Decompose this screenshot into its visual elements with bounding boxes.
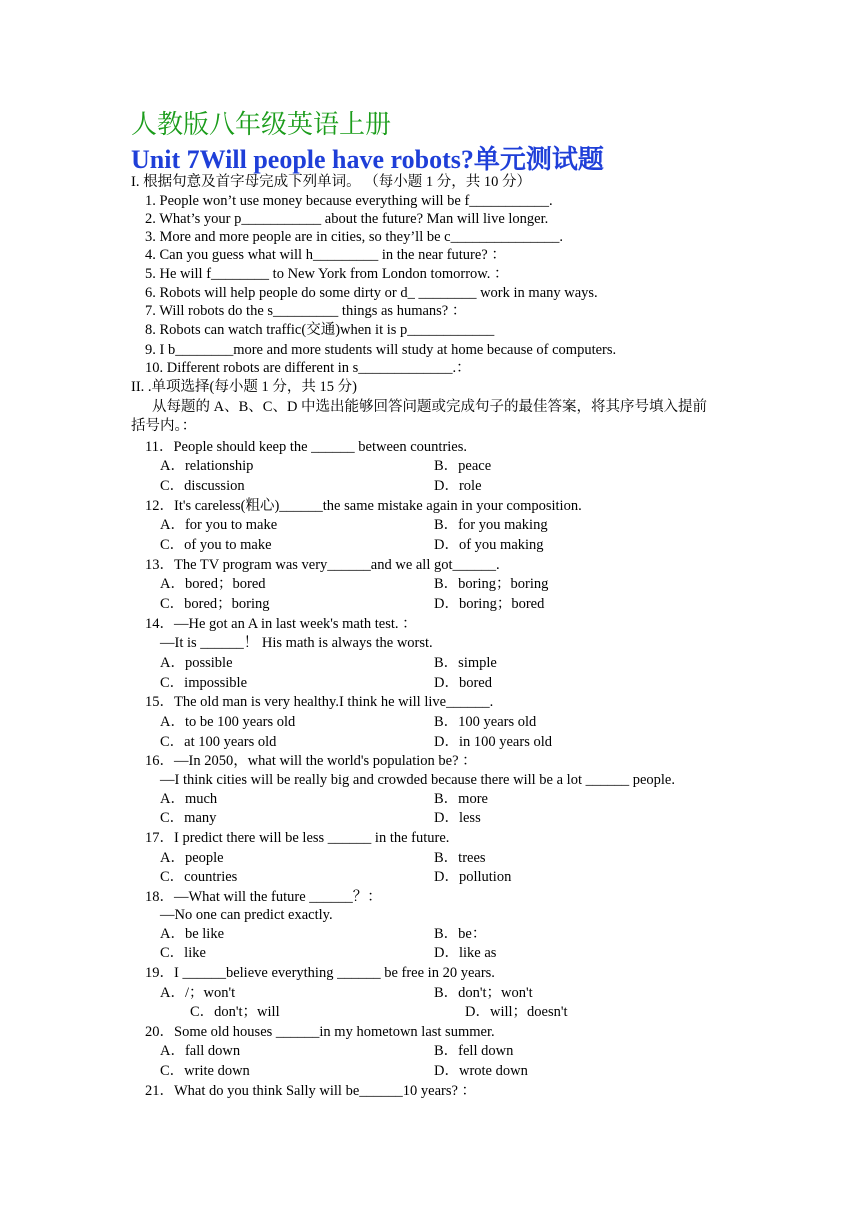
q17-option-c: C．countries — [160, 869, 238, 885]
q14-option-d: D．bored — [434, 675, 492, 691]
q14-stem-2: —It is ______！ His math is always the worst. — [160, 635, 433, 651]
s1-item-7: 7. Will robots do the s_________ things as humans? ： — [145, 303, 467, 319]
q13-option-a: A．bored；bored — [160, 576, 266, 592]
section2-instruction-1: 从每题的 A、B、C、D 中选出能够回答问题或完成句子的最佳答案，将其序号填入提前 — [152, 399, 708, 415]
q16-option-b: B．more — [434, 791, 488, 807]
q13-stem: 13．The TV program was very______and we all got______. — [145, 557, 500, 573]
q12-option-b: B．for you making — [434, 517, 548, 533]
q17-stem: 17．I predict there will be less ______ in the future. — [145, 830, 450, 846]
q15-stem: 15．The old man is very healthy.I think he will live______. — [145, 694, 494, 710]
q15-option-c: C．at 100 years old — [160, 734, 277, 750]
q20-stem: 20．Some old houses ______in my hometown last summer. — [145, 1024, 495, 1040]
s1-item-2: 2. What’s your p___________ about the future? Man will live longer. — [145, 211, 549, 227]
s1-item-8: 8. Robots can watch traffic(交通)when it is p____________ — [145, 322, 495, 338]
q13-option-d: D．boring；bored — [434, 596, 545, 612]
q19-option-d: D．will；doesn't — [465, 1004, 568, 1020]
section2-instruction-2: 括号内。： — [131, 418, 197, 434]
s1-item-4: 4. Can you guess what will h_________ in the near future? ： — [145, 247, 506, 263]
q11-option-b: B．peace — [434, 458, 492, 474]
q14-stem: 14．—He got an A in last week's math test. ： — [145, 616, 417, 632]
title-english: Unit 7Will people have robots?单元测试题 — [131, 145, 604, 174]
title-chinese: 人教版八年级英语上册 — [131, 110, 392, 140]
q16-option-d: D．less — [434, 810, 481, 826]
q17-option-d: D．pollution — [434, 869, 512, 885]
q13-option-c: C．bored；boring — [160, 596, 270, 612]
q18-option-b: B．be： — [434, 926, 487, 942]
q12-option-c: C．of you to make — [160, 537, 272, 553]
q20-option-b: B．fell down — [434, 1043, 514, 1059]
q17-option-a: A．people — [160, 850, 224, 866]
q14-option-a: A．possible — [160, 655, 233, 671]
q16-option-c: C．many — [160, 810, 217, 826]
q12-option-a: A．for you to make — [160, 517, 278, 533]
q12-stem: 12．It's careless(粗心)______the same mistake again in your composition. — [145, 498, 582, 514]
s1-item-1: 1. People won’t use money because everything will be f___________. — [145, 193, 553, 209]
s1-item-3: 3. More and more people are in cities, so they’ll be c_______________. — [145, 229, 563, 245]
q16-stem: 16．—In 2050，what will the world's population be? ： — [145, 753, 477, 769]
s1-item-10: 10. Different robots are different in s_____________.： — [145, 360, 471, 376]
q19-stem: 19．I ______believe everything ______ be free in 20 years. — [145, 965, 495, 981]
q20-option-a: A．fall down — [160, 1043, 241, 1059]
q14-option-b: B．simple — [434, 655, 497, 671]
q13-option-b: B．boring；boring — [434, 576, 549, 592]
q12-option-d: D．of you making — [434, 537, 544, 553]
q19-option-c: C．don't；will — [190, 1004, 280, 1020]
q15-option-d: D．in 100 years old — [434, 734, 552, 750]
q21-stem: 21．What do you think Sally will be______10 years? ： — [145, 1083, 477, 1099]
s1-item-9: 9. I b________more and more students will study at home because of computers. — [145, 342, 617, 358]
q11-option-c: C．discussion — [160, 478, 245, 494]
q20-option-c: C．write down — [160, 1063, 250, 1079]
q18-stem-2: —No one can predict exactly. — [160, 907, 333, 923]
q16-stem-2: —I think cities will be really big and crowded because there will be a lot ______ people. — [160, 772, 675, 788]
q18-option-d: D．like as — [434, 945, 497, 961]
q15-option-b: B．100 years old — [434, 714, 537, 730]
q19-option-b: B．don't；won't — [434, 985, 533, 1001]
q11-option-d: D．role — [434, 478, 482, 494]
q18-option-c: C．like — [160, 945, 206, 961]
q17-option-b: B．trees — [434, 850, 486, 866]
q18-stem: 18．—What will the future ______？： — [145, 889, 382, 905]
section1-heading: I. 根据句意及首字母完成下列单词。 （每小题 1 分，共 10 分） — [131, 174, 531, 190]
s1-item-6: 6. Robots will help people do some dirty or d_ ________ work in many ways. — [145, 285, 598, 301]
q11-stem: 11．People should keep the ______ between countries. — [145, 439, 468, 455]
q19-option-a: A．/；won't — [160, 985, 236, 1001]
q14-option-c: C．impossible — [160, 675, 248, 691]
q20-option-d: D．wrote down — [434, 1063, 528, 1079]
q11-option-a: A．relationship — [160, 458, 254, 474]
q18-option-a: A．be like — [160, 926, 225, 942]
s1-item-5: 5. He will f________ to New York from London tomorrow. ： — [145, 266, 509, 282]
q15-option-a: A．to be 100 years old — [160, 714, 296, 730]
section2-heading: II. .单项选择(每小题 1 分，共 15 分) — [131, 379, 357, 395]
q16-option-a: A．much — [160, 791, 218, 807]
